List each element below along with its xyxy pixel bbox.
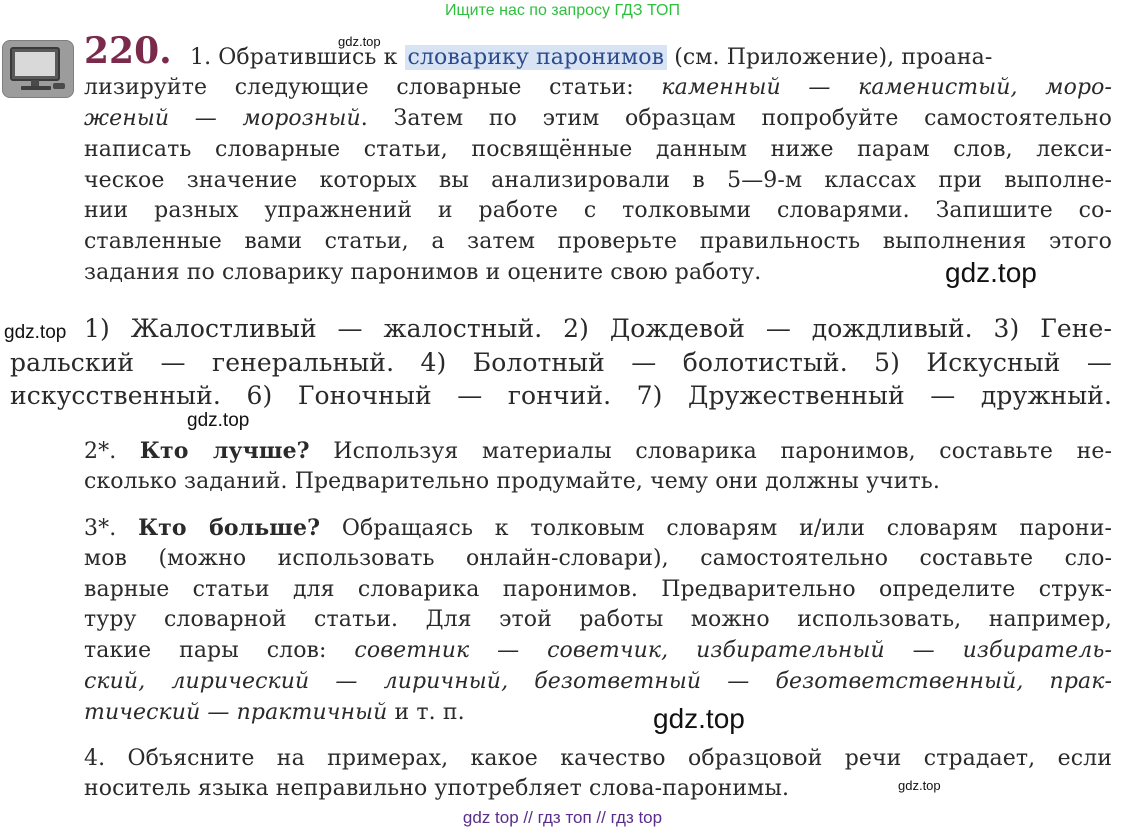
ex1-line-2: лизируйте следующие словарные статьи: каменный — каменистый, моро- [84, 75, 1113, 100]
task-number: 220. [84, 30, 172, 72]
watermark: gdz.top [898, 778, 941, 793]
ex1-line-3: женый — морозный. Затем по этим образцам попробуйте самостоятельно [84, 106, 1112, 131]
watermark: gdz.top [338, 34, 381, 49]
ex3-line-2: мов (можно использовать онлайн-словари), самостоятельно составьте сло- [84, 546, 1112, 571]
pairs-line-1: 1) Жалостливый — жалостный. 2) Дождевой — дождливый. 3) Гене- [84, 314, 1112, 343]
watermark: gdz.top [945, 257, 1037, 288]
pairs-line-2: ральский — генеральный. 4) Болотный — болотистый. 5) Искусный — [10, 348, 1112, 377]
ex3-line-4: туру словарной статьи. Для этой работы можно использовать, например, [84, 607, 1112, 632]
ex2-line-1: 2*. Кто лучше? Используя материалы словарика паронимов, составьте не- [84, 438, 1112, 464]
ex1-line-7: ставленные вами статьи, а затем проверьте правильность выполнения этого [84, 229, 1112, 254]
ex3-line-7: тический — практичный и т. п. [84, 700, 465, 725]
ex3-line-5: такие пары слов: советник — советчик, избирательный — избиратель- [84, 638, 1112, 663]
paronyms-dictionary-link[interactable]: словарику паронимов [405, 45, 668, 70]
ex1-line-6: нии разных упражнений и работе с толковыми словарями. Запишите со- [84, 198, 1112, 223]
ex4-line-2: носитель языка неправильно употребляет слова-паронимы. [84, 776, 790, 801]
computer-monitor-icon [2, 40, 74, 98]
watermark: gdz.top [4, 322, 67, 343]
watermark: gdz.top [187, 410, 250, 431]
ex1-line-5: ческое значение которых вы анализировали в 5—9-м классах при выполне- [84, 168, 1112, 193]
ex1-line-8: задания по словарику паронимов и оцените свою работу. [84, 260, 762, 285]
ex2-line-2: сколько заданий. Предварительно продумайте, чему они должны учить. [84, 469, 940, 494]
ex1-line-4: написать словарные статьи, посвящённые данным ниже парам слов, лекси- [84, 137, 1112, 162]
top-banner[interactable]: Ищите нас по запросу ГДЗ ТОП [445, 2, 680, 19]
watermark: gdz.top [653, 703, 745, 734]
footer-links[interactable]: gdz top // гдз топ // гдз top [462, 808, 663, 827]
ex3-line-3: варные статьи для словарика паронимов. Предварительно определите струк- [84, 577, 1112, 602]
ex4-line-1: 4. Объясните на примерах, какое качество образцовой речи страдает, если [84, 746, 1112, 771]
ex3-line-6: ский, лирический — лиричный, безответный — безответственный, прак- [84, 669, 1112, 694]
ex1-line-1: 1. Обратившись к словарику паронимов (см. Приложение), проана- [190, 45, 993, 70]
pairs-line-3: искусственный. 6) Гоночный — гончий. 7) Дружественный — дружный. [10, 381, 1112, 410]
ex3-line-1: 3*. Кто больше? Обращаясь к толковым словарям и/или словарям парони- [84, 515, 1112, 541]
